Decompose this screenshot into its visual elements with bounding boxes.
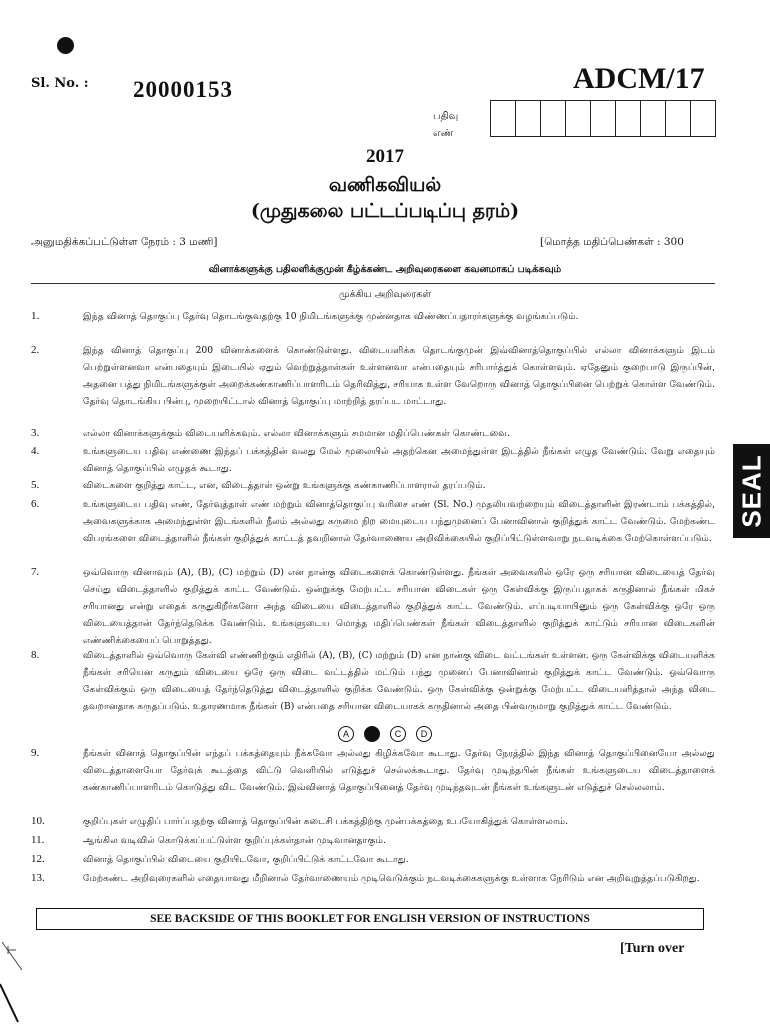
instruction-text: எல்லா வினாக்களுக்கும் விடையளிக்கவும். எல்லா வினாக்களும் சமமான மதிப்பெண்கள் கொண்டவை.	[83, 428, 510, 439]
important-instructions-title: முக்கிய அறிவுரைகள்	[339, 289, 431, 300]
register-digit-box[interactable]	[491, 101, 516, 136]
subject-title: வணிகவியல்	[328, 174, 442, 196]
seal-label: SEAL	[736, 454, 766, 528]
corner-scan-marks	[0, 940, 40, 1024]
register-digit-box[interactable]	[541, 101, 566, 136]
example-bubble: A	[338, 726, 354, 742]
instruction-text: குறிப்புகள் எழுதிப் பார்ப்பதற்கு வினாத் தொகுப்பின் கடைசி பக்கத்திற்கு முன்பக்கத்தை உபயோகித்துக் கொள்ளலாம்.	[83, 816, 569, 827]
example-answer-bubbles	[0, 726, 770, 742]
instruction-text: நீங்கள் வினாத் தொகுப்பின் எந்தப் பக்கத்தையும் நீக்கவோ அல்லது கிழிக்கவோ கூடாது. தேர்வு நேரத்தில் இந்த வினாத் தொகுப்பினையோ அல்லது விடைத்தாளையோ தேர்வுக் கூடத்தை விட்டு வெளியில் எடுத்துச் செல்லக்கூடாது. தேர்வு முடிந்தபின் நீங்கள் உங்களுடைய விடைத்தாளைக் கண்காணிப்பாளரிடம் கொடுத்து விட வேண்டும். இவ்வினாத் தொகுப்பினைத் தேர்வு முடிந்தவுடன் நீங்கள் உங்களுடன் எடுத்துச் செல்லலாம்.	[83, 748, 715, 793]
serial-number: 20000153	[133, 77, 233, 102]
register-digit-box[interactable]	[691, 101, 715, 136]
instruction-number: 13.	[31, 872, 45, 884]
punch-dot	[57, 37, 74, 54]
turn-over-label: [Turn over	[620, 941, 685, 956]
register-number-boxes[interactable]	[490, 100, 716, 137]
instruction-number: 11.	[31, 834, 45, 846]
instruction-number: 7.	[31, 566, 40, 578]
divider	[31, 283, 715, 284]
instruction-number: 9.	[31, 747, 40, 759]
register-digit-box[interactable]	[516, 101, 541, 136]
instruction-text: இந்த வினாத் தொகுப்பு 200 வினாக்களைக் கொண்டுள்ளது. விடையளிக்க தொடங்குமுன் இவ்வினாத்தொகுப்பில் எல்லா வினாக்களும் இடம் பெற்றுள்ளனவா என்பதையும் இடையில் ஏதும் வெற்றுத்தாள்கள் உள்ளனவா என்பதையும் சரிபார்த்துக் கொள்ளவும். ஏதேனும் குறைபாடு இருப்பின், அதனை பத்து நிமிடங்களுக்குள் அறைக்கண்காணிப்பாளரிடம் தெரிவித்து, சரியாக உள்ள வேறொரு வினாத் தொகுப்பினை பெற்றுக் கொள்ள வேண்டும். தேர்வு தொடங்கிய பின்பு, முறையிட்டால் வினாத் தொகுப்பு மாற்றித் தரப்பட மாட்டாது.	[83, 345, 715, 407]
instruction-number: 1.	[31, 310, 40, 322]
serial-number-label: Sl. No. :	[31, 76, 89, 91]
register-label-line2: எண்	[433, 128, 454, 139]
english-version-notice: SEE BACKSIDE OF THIS BOOKLET FOR ENGLISH VERSION OF INSTRUCTIONS	[36, 908, 704, 930]
instruction-text: ஆங்கில வடிவில் கொடுக்கப்பட்டுள்ள குறிப்புக்கள்தான் முடிவானதாகும்.	[83, 835, 386, 846]
instruction-number: 12.	[31, 853, 45, 865]
instruction-number: 3.	[31, 427, 40, 439]
time-allowed: அனுமதிக்கப்பட்டுள்ள நேரம் : 3 மணி]	[31, 236, 218, 248]
instruction-number: 6.	[31, 498, 40, 510]
example-bubble: C	[390, 726, 406, 742]
instruction-text: விடைத்தாளில் ஒவ்வொரு கேள்வி எண்ணிற்கும் எதிரில் (A), (B), (C) மற்றும் (D) என நான்கு விடை வட்டங்கள் உள்ளன. ஒரு கேள்விக்கு விடையளிக்க நீங்கள் சரியென கருதும் விடையை ஒரே ஒரு விடை வட்டத்தில் மட்டும் பந்து முனைப் பேனாவினால் குறித்துக் காட்ட வேண்டும். ஒவ்வொரு கேள்விக்கும் ஒரு விடையைத் தேர்ந்தெடுத்து விடைத்தாளில் குறிக்க வேண்டும். ஒரு கேள்விக்கு ஒன்றுக்கு மேற்பட்ட விடையளித்தால் அந்த விடை தவறானதாக கருதப்படும். உதாரணமாக நீங்கள் (B) என்பதை சரியான விடையாகக் கருதினால் அதை பின்வருமாறு குறித்துக் காட்ட வேண்டும்.	[83, 650, 716, 712]
scan-mark-line	[2, 942, 22, 970]
maximum-marks: [மொத்த மதிப்பெண்கள் : 300	[540, 236, 684, 248]
paper-code: ADCM/17	[573, 62, 705, 95]
register-number-label	[433, 108, 458, 142]
instruction-text: உங்களுடைய பதிவு எண், தேர்வுத்தாள் எண் மற்றும் வினாத்தொகுப்பு வரிசை எண் (Sl. No.) முதலியவற்றையும் விடைத்தாளின் இரண்டாம் பக்கத்தில், அவைகளுக்காக அமைந்துள்ள இடங்களில் நீலம் அல்லது கருமை நிற மையுடைய பந்துமுனைப் பேனாவினால் குறித்துக் காட்ட வேண்டும். மேற்கண்ட விபரங்களை விடைத்தாளில் நீங்கள் குறித்துக் காட்டத் தவறினால் தேர்வாணைய அறிவிக்கையில் குறிப்பிட்டுள்ளவாறு நடவடிக்கை மேற்கொள்ளப்படும்.	[83, 499, 715, 544]
example-bubble	[364, 726, 380, 742]
instruction-text: மேற்கண்ட அறிவுரைகளில் எதையாவது மீறினால் தேர்வாணையம் முடிவெடுக்கும் நடவடிக்கைகளுக்கு உள்ளாக நேரிடும் என அறிவுறுத்தப்படுகிறது.	[83, 873, 700, 884]
register-digit-box[interactable]	[566, 101, 591, 136]
register-digit-box[interactable]	[641, 101, 666, 136]
instruction-text: உங்களுடைய பதிவு எண்ணை இந்தப் பக்கத்தின் வலது மேல் மூலையில் அதற்கென அமைந்துள்ள இடத்தில் நீங்கள் எழுத வேண்டும். வேறு எதையும் வினாத் தொகுப்பில் எழுதக் கூடாது.	[83, 446, 715, 474]
scan-mark-line	[0, 984, 18, 1022]
instruction-number: 2.	[31, 344, 40, 356]
instruction-number: 8.	[31, 649, 40, 661]
instructions-header: வினாக்களுக்கு பதிலளிக்குமுன் கீழ்க்கண்ட அறிவுரைகளை கவனமாகப் படிக்கவும்	[208, 264, 562, 275]
instruction-text: இந்த வினாத் தொகுப்பு தேர்வு தொடங்குவதற்கு 10 நிமிடங்களுக்கு முன்னதாக விண்ணப்பதாரர்களுக்கு வழங்கப்படும்.	[83, 311, 579, 322]
instruction-number: 10.	[31, 815, 45, 827]
register-digit-box[interactable]	[591, 101, 616, 136]
instruction-text: ஒவ்வொரு வினாவும் (A), (B), (C) மற்றும் (D) என நான்கு விடைகளைக் கொண்டுள்ளது. நீங்கள் அவைகளில் ஒரே ஒரு சரியான விடையைத் தேர்வு செய்து விடைத்தாளில் குறித்துக் காட்ட வேண்டும். ஒன்றுக்கு மேற்பட்ட சரியான விடைகள் ஒரு கேள்விக்கு இருப்பதாகக் கருதினால் நீங்கள் மிகச் சரியானது என்று எதைக் கருதுகிறீர்களோ அந்த விடையை விடைத்தாளில் குறித்துக் காட்ட வேண்டும். எப்படியாயினும் ஒரு கேள்விக்கு ஒரே ஒரு விடையைத்தான் தேர்ந்தெடுக்க வேண்டும். உங்களுடைய மொத்த மதிப்பெண்கள் நீங்கள் விடைத்தாளில் குறித்துக் காட்டும் சரியான விடைகளின் எண்ணிக்கையைப் பொறுத்தது.	[83, 567, 715, 646]
instruction-number: 5.	[31, 479, 40, 491]
register-label-line1: பதிவு	[433, 111, 459, 122]
register-digit-box[interactable]	[616, 101, 641, 136]
example-bubble: D	[416, 726, 432, 742]
degree-level: (முதுகலை பட்டப்படிப்பு தரம்)	[250, 200, 520, 222]
instruction-text: விடைகளை குறித்து காட்ட, என, விடைத்தாள் ஒன்று உங்களுக்கு கண்காணிப்பாளரால் தரப்படும்.	[83, 480, 486, 491]
exam-year: 2017	[366, 146, 404, 167]
instruction-number: 4.	[31, 445, 40, 457]
seal-tab	[733, 444, 770, 538]
register-digit-box[interactable]	[666, 101, 691, 136]
instruction-text: வினாத் தொகுப்பில் விடையை குறியிடவோ, குறிப்பிட்டுக் காட்டவோ கூடாது.	[83, 854, 409, 865]
